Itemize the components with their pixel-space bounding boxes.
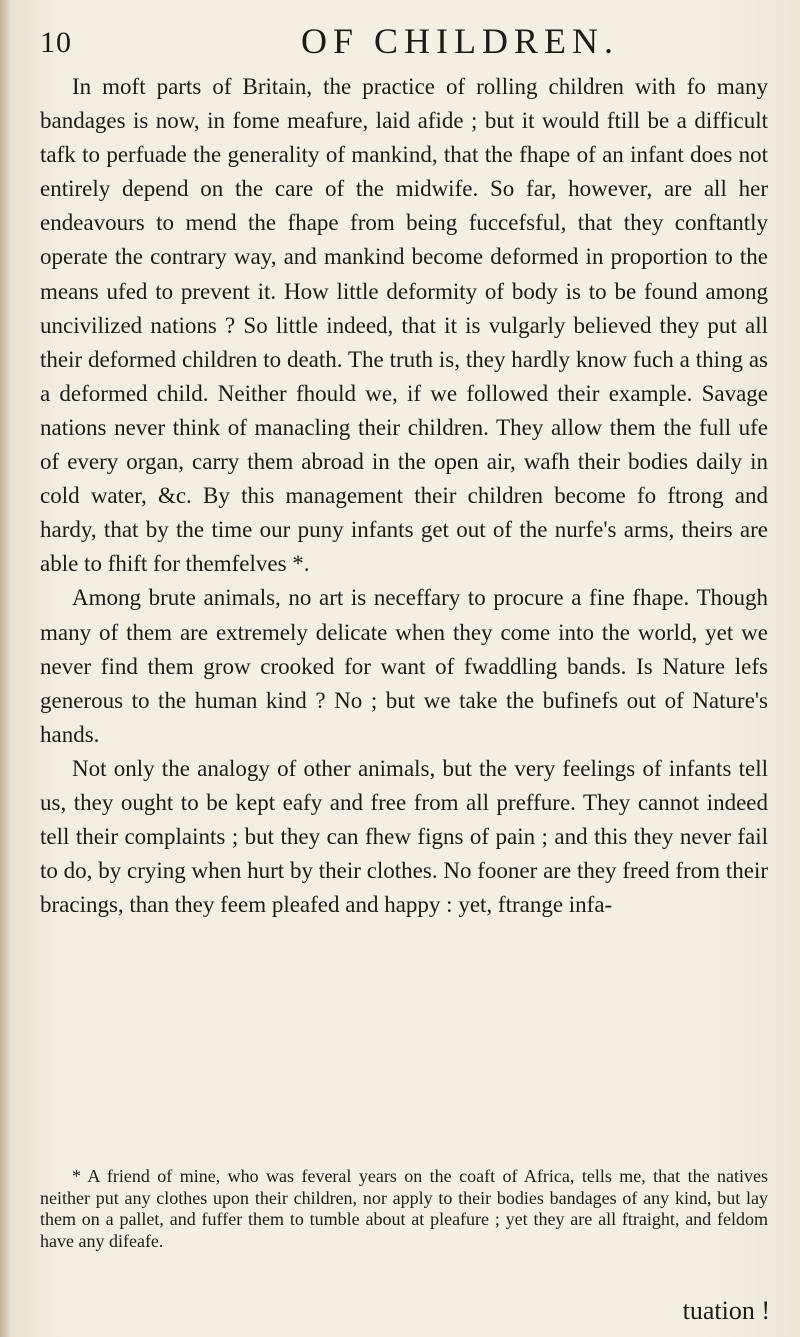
footnote: * A friend of mine, who was feveral years on the coaft of Africa, tells me, that the natives neither put any clothes upon their children, nor apply to their bodies bandages of any kind, but lay them on a pallet, and fuffer them to tumble about at pleafure ; yet they are all ftraight, and feldom have any difeafe.	[40, 1166, 768, 1251]
body-text	[40, 70, 768, 922]
catchword: tuation !	[682, 1296, 770, 1325]
paragraph-3: Not only the analogy of other animals, but the very feelings of infants tell us, they ought to be kept eafy and free from all preffure. They cannot indeed tell their complaints ; but they can fhew figns of pain ; and this they never fail to do, by crying when hurt by their clothes. No fooner are they freed from their bracings, than they feem pleafed and happy : yet, ftrange infa-	[40, 755, 768, 918]
paragraph-2: Among brute animals, no art is neceffary to procure a fine fhape. Though many of them are extremely delicate when they come into the world, yet we never find them grow crooked for want of fwaddling bands. Is Nature lefs generous to the human kind ? No ; but we take the bufinefs out of Nature's hands.	[40, 585, 768, 747]
page-number: 10	[40, 26, 72, 59]
page-gutter-shadow	[0, 0, 10, 1337]
page-header	[40, 20, 760, 64]
running-head: OF CHILDREN.	[300, 21, 619, 61]
paragraph-1: In moft parts of Britain, the practice of rolling children with fo many bandages is now, in fome meafure, laid afide ; but it would ftill be a difficult tafk to perfuade the generality of mankind, that the fhape of an infant does not entirely depend on the care of the midwife. So far, however, are all her endeavours to mend the fhape from being fuccefsful, that they conftantly operate the contrary way, and mankind become deformed in proportion to the means ufed to prevent it. How little deformity of body is to be found among uncivilized nations ? So little indeed, that it is vulgarly believed they put all their deformed children to death. The truth is, they hardly know fuch a thing as a deformed child. Neither fhould we, if we followed their example. Savage nations never think of manacling their children. They allow them the full ufe of every organ, carry them abroad in the open air, wafh their bodies daily in cold water, &c. By this management their children become fo ftrong and hardy, that by the time our puny infants get out of the nurfe's arms, theirs are able to fhift for themfelves *.	[40, 74, 768, 577]
